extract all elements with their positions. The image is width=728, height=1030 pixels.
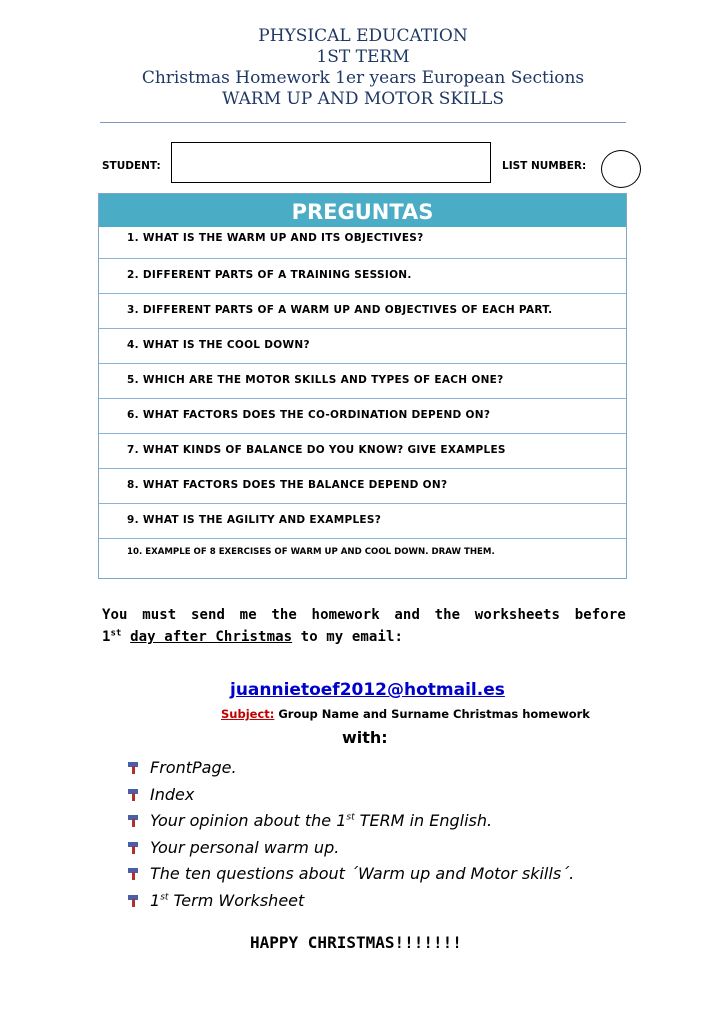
list-item bbox=[126, 835, 574, 862]
questions-table bbox=[98, 193, 627, 579]
word: the bbox=[271, 607, 297, 623]
list-item-text bbox=[150, 808, 492, 834]
list-item-text: The ten questions about ´Warm up and Motor skills´. bbox=[150, 864, 575, 884]
list-item bbox=[126, 861, 574, 888]
list-number-label: LIST NUMBER: bbox=[502, 160, 587, 172]
pushpin-bullet-icon bbox=[126, 868, 140, 880]
question-row: 10. EXAMPLE OF 8 EXERCISES OF WARM UP AND COOL DOWN. DRAW THEM. bbox=[99, 538, 626, 573]
list-number-field[interactable] bbox=[601, 150, 641, 188]
ordinal-suffix: st bbox=[346, 812, 355, 823]
homework-checklist bbox=[126, 755, 574, 914]
header-divider bbox=[100, 122, 626, 123]
list-item bbox=[126, 782, 574, 809]
text-part: Term Worksheet bbox=[168, 890, 305, 910]
email-link[interactable]: juannietoef2012@hotmail.es bbox=[230, 680, 505, 700]
ordinal-suffix: st bbox=[160, 892, 169, 903]
document-header bbox=[100, 26, 626, 110]
text-part: Your opinion about the 1 bbox=[150, 811, 347, 831]
pushpin-bullet-icon bbox=[126, 842, 140, 854]
question-row: 5. WHICH ARE THE MOTOR SKILLS AND TYPES OF EACH ONE? bbox=[99, 363, 626, 398]
list-item-text: Index bbox=[150, 784, 195, 804]
email-subject-line bbox=[221, 707, 590, 721]
instructions-line-1 bbox=[102, 604, 626, 626]
subject-text: Group Name and Surname Christmas homework bbox=[274, 707, 590, 721]
text-part: 1 bbox=[150, 890, 161, 910]
pushpin-bullet-icon bbox=[126, 762, 140, 774]
text-part: TERM in English. bbox=[354, 811, 493, 831]
question-row: 4. WHAT IS THE COOL DOWN? bbox=[99, 328, 626, 363]
instructions-line-2 bbox=[102, 626, 626, 648]
list-item-text: Your personal warm up. bbox=[150, 837, 340, 857]
list-item bbox=[126, 888, 574, 915]
list-item-text: FrontPage. bbox=[150, 758, 237, 778]
word: must bbox=[142, 607, 177, 623]
word: worksheets bbox=[474, 607, 561, 623]
word: before bbox=[574, 607, 626, 623]
question-row: 7. WHAT KINDS OF BALANCE DO YOU KNOW? GIVE EXAMPLES bbox=[99, 433, 626, 468]
question-row: 8. WHAT FACTORS DOES THE BALANCE DEPEND ON? bbox=[99, 468, 626, 503]
with-label: with: bbox=[342, 728, 388, 747]
ordinal-suffix: st bbox=[110, 628, 122, 639]
question-row: 6. WHAT FACTORS DOES THE CO-ORDINATION DEPEND ON? bbox=[99, 398, 626, 433]
word: the bbox=[434, 607, 461, 623]
pushpin-bullet-icon bbox=[126, 815, 140, 827]
closing-greeting: HAPPY CHRISTMAS!!!!!!! bbox=[250, 933, 462, 952]
list-item bbox=[126, 755, 574, 782]
pushpin-bullet-icon bbox=[126, 895, 140, 907]
question-row: 2. DIFFERENT PARTS OF A TRAINING SESSION. bbox=[99, 258, 626, 293]
submission-instructions bbox=[102, 604, 626, 648]
header-term: 1ST TERM bbox=[316, 47, 410, 67]
pushpin-bullet-icon bbox=[126, 789, 140, 801]
question-row: 1. WHAT IS THE WARM UP AND ITS OBJECTIVES? bbox=[127, 232, 424, 244]
word: send bbox=[190, 607, 226, 623]
student-label: STUDENT: bbox=[102, 160, 161, 172]
list-item bbox=[126, 808, 574, 835]
question-row: 3. DIFFERENT PARTS OF A WARM UP AND OBJECTIVES OF EACH PART. bbox=[99, 293, 626, 328]
word: homework bbox=[311, 607, 380, 623]
subject-label: Subject: bbox=[221, 707, 275, 721]
deadline-text: day after Christmas bbox=[130, 629, 293, 645]
header-subject: PHYSICAL EDUCATION bbox=[258, 26, 468, 46]
word: me bbox=[239, 607, 257, 623]
instructions-tail: to my email: bbox=[292, 629, 404, 645]
list-item-text bbox=[150, 888, 304, 914]
ordinal-number: 1 bbox=[102, 629, 111, 645]
question-row: 9. WHAT IS THE AGILITY AND EXAMPLES? bbox=[99, 503, 626, 538]
word: You bbox=[102, 607, 128, 623]
header-topic: WARM UP AND MOTOR SKILLS bbox=[222, 89, 504, 109]
header-homework-title: Christmas Homework 1er years European Sections bbox=[141, 68, 585, 88]
word: and bbox=[394, 607, 420, 623]
questions-heading: PREGUNTAS bbox=[99, 194, 626, 227]
student-name-field[interactable] bbox=[171, 142, 491, 183]
